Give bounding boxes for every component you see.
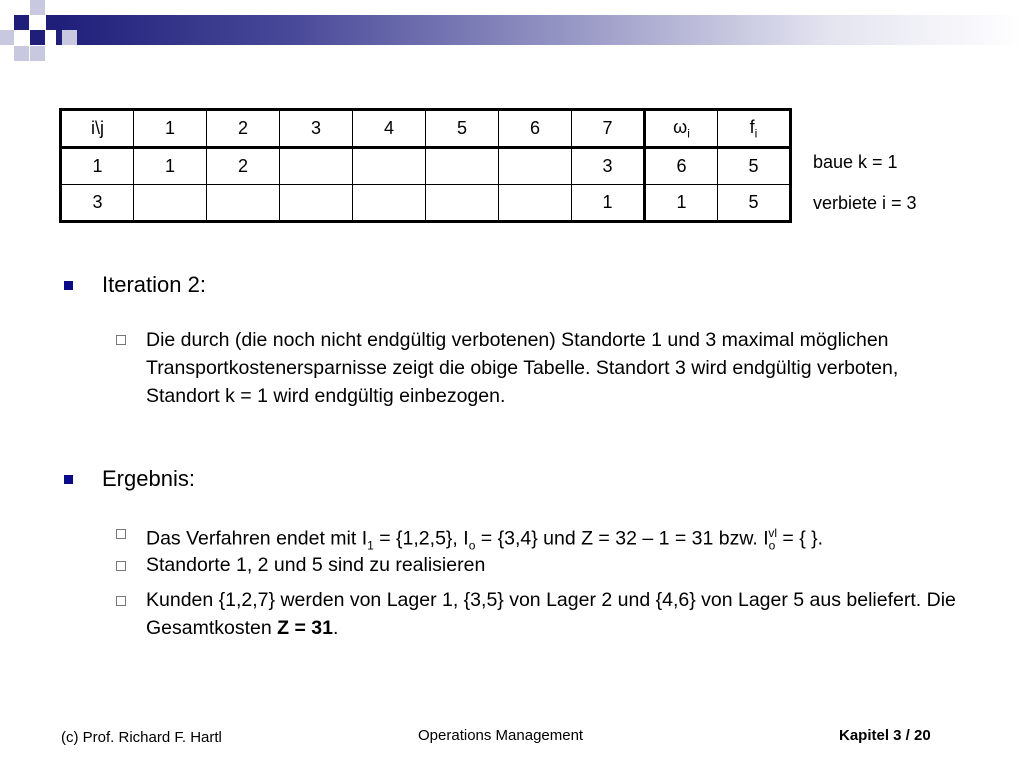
footer-page: Kapitel 3 / 20	[839, 727, 931, 744]
table-cell	[353, 148, 426, 185]
table-cell	[353, 185, 426, 222]
bullet-hollow-square-icon	[116, 335, 126, 345]
table-cell	[280, 185, 353, 222]
table-header-cell: i\j	[61, 110, 134, 148]
table-cell: 1	[134, 148, 207, 185]
ergebnis-item-2: Standorte 1, 2 und 5 sind zu realisieren	[146, 554, 486, 576]
table-header-cell: 5	[426, 110, 499, 148]
f-symbol: f	[749, 116, 755, 137]
side-note-forbid: verbiete i = 3	[813, 193, 917, 213]
bullet-hollow-square-icon	[116, 529, 126, 539]
text-run: .	[332, 617, 339, 639]
table-cell: 5	[718, 148, 791, 185]
bullet-hollow-square-icon	[116, 596, 126, 606]
bullet-square-icon	[64, 475, 73, 484]
footer-author: (c) Prof. Richard F. Hartl	[61, 729, 222, 746]
omega-subscript: i	[687, 126, 690, 141]
table-cell	[134, 185, 207, 222]
table-header-cell: 1	[134, 110, 207, 148]
table-cell	[499, 185, 572, 222]
total-cost-value: Z = 31	[277, 617, 333, 639]
logo-square	[30, 0, 45, 15]
table-cell: 1	[572, 185, 645, 222]
table-header-cell-omega	[645, 110, 718, 148]
table-header-cell-f	[718, 110, 791, 148]
ergebnis-item-3	[146, 586, 976, 642]
table-cell	[499, 148, 572, 185]
logo-square	[30, 30, 45, 45]
table-cell	[207, 185, 280, 222]
text-run: Kunden {1,2,7} werden von Lager 1, {3,5} von Lager 2 und {4,6} von Lager 5 aus beliefert. Die Gesamtkosten	[146, 589, 956, 639]
table-cell: 5	[718, 185, 791, 222]
table-cell	[426, 185, 499, 222]
table-cell: 2	[207, 148, 280, 185]
table-cell: 1	[645, 185, 718, 222]
logo-square	[14, 46, 29, 61]
table-header-cell: 7	[572, 110, 645, 148]
header-gradient-bar	[56, 15, 1024, 45]
text-run: Das Verfahren endet mit I	[146, 527, 368, 550]
table-header-cell: 3	[280, 110, 353, 148]
footer-course: Operations Management	[418, 727, 584, 744]
side-note-build: baue k = 1	[813, 152, 898, 172]
savings-table	[59, 108, 792, 223]
text-run: = {1,2,5}, I	[373, 527, 469, 550]
ergebnis-heading: Ergebnis:	[102, 466, 195, 491]
subscript: o	[768, 538, 776, 553]
logo-square	[0, 30, 14, 45]
iteration-heading: Iteration 2:	[102, 272, 206, 297]
table-cell	[280, 148, 353, 185]
table-cell	[426, 148, 499, 185]
table-row	[61, 148, 791, 185]
table-header-cell: 6	[499, 110, 572, 148]
logo-square	[62, 30, 77, 45]
text-run: = { }.	[777, 527, 824, 550]
subscript: o	[468, 538, 476, 553]
iteration-text: Die durch (die noch nicht endgültig verbotenen) Standorte 1 und 3 maximal möglichen Transportkostenersparnisse zeigt die obige Tabelle. Standort 3 wird endgültig verboten, Standort k = 1 wird endgültig einbezogen.	[146, 329, 899, 407]
text-run: = {3,4} und Z = 32 – 1 = 31 bzw. I	[475, 527, 769, 550]
bullet-hollow-square-icon	[116, 561, 126, 571]
logo-square	[46, 15, 61, 30]
table-cell: 3	[572, 148, 645, 185]
table-row	[61, 185, 791, 222]
superscript: vl	[768, 526, 777, 540]
table-header-cell: 4	[353, 110, 426, 148]
table-header-row	[61, 110, 791, 148]
logo-square	[14, 15, 29, 30]
subscript: 1	[367, 538, 374, 553]
table-cell: 3	[61, 185, 134, 222]
omega-symbol: ω	[673, 116, 688, 137]
table-cell: 1	[61, 148, 134, 185]
table-cell: 6	[645, 148, 718, 185]
f-subscript: i	[754, 126, 758, 141]
logo-square	[30, 46, 45, 61]
table-header-cell: 2	[207, 110, 280, 148]
bullet-square-icon	[64, 281, 73, 290]
